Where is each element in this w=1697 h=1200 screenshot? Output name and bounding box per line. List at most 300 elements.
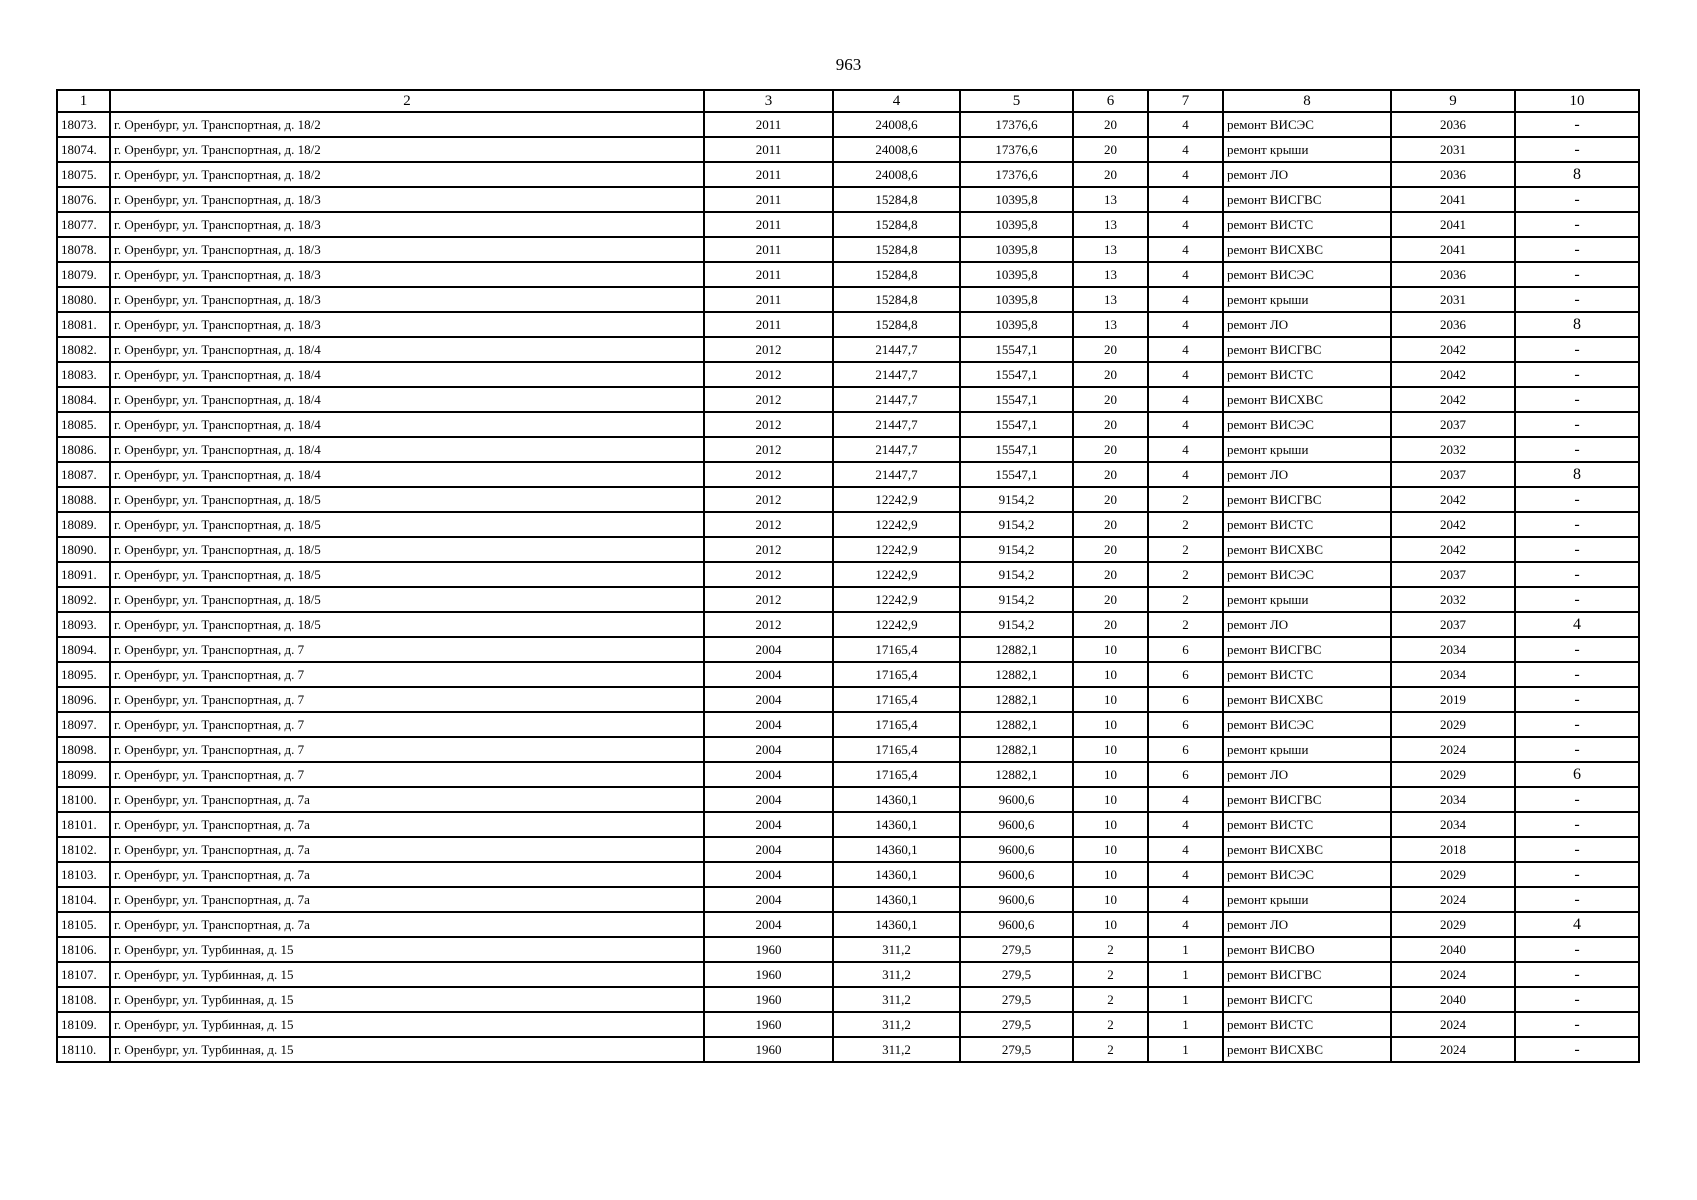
cell-count: - bbox=[1515, 787, 1639, 812]
cell-living-area: 10395,8 bbox=[960, 262, 1073, 287]
cell-residents: 10 bbox=[1073, 762, 1148, 787]
cell-total-area: 17165,4 bbox=[833, 762, 960, 787]
cell-planned-year: 2037 bbox=[1391, 462, 1515, 487]
cell-year-built: 2011 bbox=[704, 137, 833, 162]
cell-work-type: ремонт ВИСГВС bbox=[1223, 337, 1391, 362]
cell-floors: 4 bbox=[1148, 312, 1223, 337]
cell-living-area: 17376,6 bbox=[960, 162, 1073, 187]
cell-planned-year: 2034 bbox=[1391, 812, 1515, 837]
cell-floors: 4 bbox=[1148, 237, 1223, 262]
cell-total-area: 12242,9 bbox=[833, 612, 960, 637]
cell-count: - bbox=[1515, 287, 1639, 312]
cell-living-area: 279,5 bbox=[960, 937, 1073, 962]
cell-planned-year: 2036 bbox=[1391, 112, 1515, 137]
cell-floors: 4 bbox=[1148, 437, 1223, 462]
cell-floors: 4 bbox=[1148, 787, 1223, 812]
cell-year-built: 2011 bbox=[704, 262, 833, 287]
table-row bbox=[57, 237, 1639, 262]
cell-floors: 6 bbox=[1148, 687, 1223, 712]
cell-year-built: 2004 bbox=[704, 712, 833, 737]
cell-floors: 4 bbox=[1148, 837, 1223, 862]
cell-row-number: 18110. bbox=[57, 1037, 110, 1062]
table-row bbox=[57, 837, 1639, 862]
cell-work-type: ремонт ВИСХВС bbox=[1223, 687, 1391, 712]
cell-living-area: 9154,2 bbox=[960, 512, 1073, 537]
cell-living-area: 9600,6 bbox=[960, 862, 1073, 887]
cell-living-area: 279,5 bbox=[960, 1037, 1073, 1062]
cell-total-area: 311,2 bbox=[833, 937, 960, 962]
cell-row-number: 18096. bbox=[57, 687, 110, 712]
cell-row-number: 18073. bbox=[57, 112, 110, 137]
cell-total-area: 21447,7 bbox=[833, 412, 960, 437]
cell-living-area: 10395,8 bbox=[960, 237, 1073, 262]
table-row bbox=[57, 187, 1639, 212]
cell-year-built: 2004 bbox=[704, 887, 833, 912]
cell-work-type: ремонт ВИСТС bbox=[1223, 212, 1391, 237]
cell-work-type: ремонт ВИСХВС bbox=[1223, 1037, 1391, 1062]
cell-floors: 1 bbox=[1148, 987, 1223, 1012]
cell-planned-year: 2042 bbox=[1391, 537, 1515, 562]
cell-living-area: 10395,8 bbox=[960, 312, 1073, 337]
cell-year-built: 2011 bbox=[704, 162, 833, 187]
cell-count: - bbox=[1515, 1012, 1639, 1037]
cell-year-built: 2012 bbox=[704, 562, 833, 587]
cell-work-type: ремонт ВИСТС bbox=[1223, 662, 1391, 687]
column-header-9: 9 bbox=[1391, 90, 1515, 112]
cell-address: г. Оренбург, ул. Транспортная, д. 18/3 bbox=[110, 187, 704, 212]
cell-row-number: 18088. bbox=[57, 487, 110, 512]
cell-residents: 20 bbox=[1073, 537, 1148, 562]
cell-address: г. Оренбург, ул. Транспортная, д. 18/2 bbox=[110, 112, 704, 137]
cell-planned-year: 2024 bbox=[1391, 1012, 1515, 1037]
cell-year-built: 2011 bbox=[704, 312, 833, 337]
cell-address: г. Оренбург, ул. Транспортная, д. 18/3 bbox=[110, 262, 704, 287]
cell-count: - bbox=[1515, 1037, 1639, 1062]
cell-total-area: 15284,8 bbox=[833, 287, 960, 312]
cell-address: г. Оренбург, ул. Транспортная, д. 18/3 bbox=[110, 312, 704, 337]
cell-work-type: ремонт ВИСГВС bbox=[1223, 787, 1391, 812]
cell-living-area: 279,5 bbox=[960, 1012, 1073, 1037]
table-row bbox=[57, 487, 1639, 512]
cell-address: г. Оренбург, ул. Транспортная, д. 7а bbox=[110, 912, 704, 937]
table-row bbox=[57, 262, 1639, 287]
cell-floors: 2 bbox=[1148, 487, 1223, 512]
cell-planned-year: 2029 bbox=[1391, 762, 1515, 787]
cell-count: - bbox=[1515, 712, 1639, 737]
cell-total-area: 14360,1 bbox=[833, 787, 960, 812]
cell-residents: 20 bbox=[1073, 137, 1148, 162]
table-row bbox=[57, 412, 1639, 437]
cell-residents: 13 bbox=[1073, 187, 1148, 212]
table-row bbox=[57, 437, 1639, 462]
cell-floors: 6 bbox=[1148, 762, 1223, 787]
cell-work-type: ремонт ВИСТС bbox=[1223, 512, 1391, 537]
cell-living-area: 12882,1 bbox=[960, 662, 1073, 687]
cell-row-number: 18078. bbox=[57, 237, 110, 262]
cell-floors: 6 bbox=[1148, 737, 1223, 762]
cell-total-area: 17165,4 bbox=[833, 637, 960, 662]
cell-residents: 10 bbox=[1073, 812, 1148, 837]
table-row bbox=[57, 1012, 1639, 1037]
cell-year-built: 2012 bbox=[704, 612, 833, 637]
cell-count: - bbox=[1515, 937, 1639, 962]
cell-work-type: ремонт ЛО bbox=[1223, 462, 1391, 487]
cell-row-number: 18092. bbox=[57, 587, 110, 612]
cell-work-type: ремонт ВИСВО bbox=[1223, 937, 1391, 962]
cell-year-built: 2012 bbox=[704, 487, 833, 512]
cell-address: г. Оренбург, ул. Транспортная, д. 18/3 bbox=[110, 237, 704, 262]
cell-row-number: 18084. bbox=[57, 387, 110, 412]
table-row bbox=[57, 787, 1639, 812]
cell-year-built: 2012 bbox=[704, 412, 833, 437]
cell-planned-year: 2019 bbox=[1391, 687, 1515, 712]
cell-living-area: 10395,8 bbox=[960, 187, 1073, 212]
cell-total-area: 14360,1 bbox=[833, 862, 960, 887]
table-row bbox=[57, 362, 1639, 387]
cell-work-type: ремонт ВИСХВС bbox=[1223, 387, 1391, 412]
cell-residents: 20 bbox=[1073, 162, 1148, 187]
cell-planned-year: 2042 bbox=[1391, 337, 1515, 362]
cell-residents: 20 bbox=[1073, 612, 1148, 637]
cell-row-number: 18085. bbox=[57, 412, 110, 437]
cell-row-number: 18103. bbox=[57, 862, 110, 887]
cell-floors: 2 bbox=[1148, 587, 1223, 612]
cell-year-built: 2012 bbox=[704, 512, 833, 537]
cell-total-area: 12242,9 bbox=[833, 537, 960, 562]
cell-floors: 4 bbox=[1148, 912, 1223, 937]
cell-work-type: ремонт ЛО bbox=[1223, 612, 1391, 637]
cell-living-area: 10395,8 bbox=[960, 287, 1073, 312]
column-header-7: 7 bbox=[1148, 90, 1223, 112]
cell-count: - bbox=[1515, 987, 1639, 1012]
cell-floors: 1 bbox=[1148, 937, 1223, 962]
cell-year-built: 2012 bbox=[704, 387, 833, 412]
cell-floors: 4 bbox=[1148, 137, 1223, 162]
column-header-10: 10 bbox=[1515, 90, 1639, 112]
cell-address: г. Оренбург, ул. Транспортная, д. 18/5 bbox=[110, 612, 704, 637]
cell-address: г. Оренбург, ул. Транспортная, д. 18/3 bbox=[110, 287, 704, 312]
cell-count: - bbox=[1515, 562, 1639, 587]
cell-row-number: 18094. bbox=[57, 637, 110, 662]
cell-address: г. Оренбург, ул. Транспортная, д. 18/2 bbox=[110, 162, 704, 187]
cell-living-area: 12882,1 bbox=[960, 762, 1073, 787]
table-row bbox=[57, 762, 1639, 787]
cell-count: 8 bbox=[1515, 162, 1639, 187]
cell-living-area: 279,5 bbox=[960, 987, 1073, 1012]
cell-work-type: ремонт ВИСГС bbox=[1223, 987, 1391, 1012]
cell-planned-year: 2042 bbox=[1391, 362, 1515, 387]
cell-address: г. Оренбург, ул. Транспортная, д. 18/2 bbox=[110, 137, 704, 162]
cell-floors: 4 bbox=[1148, 887, 1223, 912]
cell-work-type: ремонт ВИСЭС bbox=[1223, 862, 1391, 887]
cell-residents: 13 bbox=[1073, 312, 1148, 337]
cell-floors: 4 bbox=[1148, 412, 1223, 437]
cell-year-built: 2004 bbox=[704, 862, 833, 887]
cell-row-number: 18087. bbox=[57, 462, 110, 487]
table-row bbox=[57, 462, 1639, 487]
cell-planned-year: 2024 bbox=[1391, 962, 1515, 987]
cell-planned-year: 2042 bbox=[1391, 512, 1515, 537]
table-row bbox=[57, 1037, 1639, 1062]
cell-work-type: ремонт крыши bbox=[1223, 137, 1391, 162]
cell-planned-year: 2034 bbox=[1391, 637, 1515, 662]
cell-address: г. Оренбург, ул. Транспортная, д. 7а bbox=[110, 862, 704, 887]
cell-year-built: 2004 bbox=[704, 812, 833, 837]
column-header-1: 1 bbox=[57, 90, 110, 112]
table-row bbox=[57, 987, 1639, 1012]
cell-count: - bbox=[1515, 387, 1639, 412]
cell-count: 8 bbox=[1515, 312, 1639, 337]
table-row bbox=[57, 712, 1639, 737]
cell-count: 6 bbox=[1515, 762, 1639, 787]
cell-residents: 10 bbox=[1073, 687, 1148, 712]
cell-floors: 1 bbox=[1148, 1037, 1223, 1062]
cell-row-number: 18074. bbox=[57, 137, 110, 162]
cell-year-built: 2011 bbox=[704, 187, 833, 212]
cell-year-built: 2011 bbox=[704, 237, 833, 262]
cell-floors: 4 bbox=[1148, 387, 1223, 412]
cell-planned-year: 2031 bbox=[1391, 137, 1515, 162]
table-row bbox=[57, 137, 1639, 162]
cell-row-number: 18095. bbox=[57, 662, 110, 687]
table-row bbox=[57, 962, 1639, 987]
cell-count: - bbox=[1515, 137, 1639, 162]
cell-planned-year: 2034 bbox=[1391, 662, 1515, 687]
cell-row-number: 18101. bbox=[57, 812, 110, 837]
cell-living-area: 9154,2 bbox=[960, 562, 1073, 587]
cell-floors: 4 bbox=[1148, 862, 1223, 887]
cell-address: г. Оренбург, ул. Транспортная, д. 18/4 bbox=[110, 462, 704, 487]
cell-address: г. Оренбург, ул. Турбинная, д. 15 bbox=[110, 987, 704, 1012]
cell-row-number: 18075. bbox=[57, 162, 110, 187]
cell-year-built: 2012 bbox=[704, 537, 833, 562]
cell-year-built: 2011 bbox=[704, 212, 833, 237]
cell-planned-year: 2042 bbox=[1391, 487, 1515, 512]
cell-address: г. Оренбург, ул. Турбинная, д. 15 bbox=[110, 962, 704, 987]
cell-address: г. Оренбург, ул. Транспортная, д. 18/5 bbox=[110, 562, 704, 587]
cell-row-number: 18097. bbox=[57, 712, 110, 737]
cell-total-area: 12242,9 bbox=[833, 512, 960, 537]
cell-count: - bbox=[1515, 262, 1639, 287]
cell-address: г. Оренбург, ул. Транспортная, д. 7а bbox=[110, 812, 704, 837]
cell-row-number: 18091. bbox=[57, 562, 110, 587]
cell-address: г. Оренбург, ул. Транспортная, д. 7а bbox=[110, 887, 704, 912]
cell-planned-year: 2034 bbox=[1391, 787, 1515, 812]
column-header-5: 5 bbox=[960, 90, 1073, 112]
cell-living-area: 9154,2 bbox=[960, 487, 1073, 512]
cell-work-type: ремонт крыши bbox=[1223, 887, 1391, 912]
cell-living-area: 12882,1 bbox=[960, 712, 1073, 737]
cell-residents: 20 bbox=[1073, 337, 1148, 362]
table-row bbox=[57, 887, 1639, 912]
cell-work-type: ремонт ВИСЭС bbox=[1223, 562, 1391, 587]
cell-planned-year: 2041 bbox=[1391, 212, 1515, 237]
cell-row-number: 18106. bbox=[57, 937, 110, 962]
cell-floors: 2 bbox=[1148, 562, 1223, 587]
cell-living-area: 12882,1 bbox=[960, 687, 1073, 712]
cell-count: - bbox=[1515, 587, 1639, 612]
cell-planned-year: 2018 bbox=[1391, 837, 1515, 862]
cell-total-area: 15284,8 bbox=[833, 187, 960, 212]
cell-address: г. Оренбург, ул. Транспортная, д. 7 bbox=[110, 687, 704, 712]
cell-floors: 6 bbox=[1148, 637, 1223, 662]
cell-total-area: 17165,4 bbox=[833, 662, 960, 687]
cell-residents: 2 bbox=[1073, 962, 1148, 987]
cell-year-built: 1960 bbox=[704, 1037, 833, 1062]
cell-count: - bbox=[1515, 487, 1639, 512]
cell-planned-year: 2029 bbox=[1391, 862, 1515, 887]
cell-row-number: 18089. bbox=[57, 512, 110, 537]
cell-address: г. Оренбург, ул. Транспортная, д. 7 bbox=[110, 762, 704, 787]
cell-total-area: 311,2 bbox=[833, 1012, 960, 1037]
cell-planned-year: 2029 bbox=[1391, 712, 1515, 737]
cell-living-area: 15547,1 bbox=[960, 412, 1073, 437]
cell-row-number: 18099. bbox=[57, 762, 110, 787]
table-row bbox=[57, 662, 1639, 687]
cell-residents: 13 bbox=[1073, 212, 1148, 237]
table-row bbox=[57, 337, 1639, 362]
cell-total-area: 21447,7 bbox=[833, 387, 960, 412]
cell-year-built: 2004 bbox=[704, 837, 833, 862]
cell-year-built: 2012 bbox=[704, 437, 833, 462]
cell-living-area: 12882,1 bbox=[960, 637, 1073, 662]
table-row bbox=[57, 812, 1639, 837]
cell-residents: 20 bbox=[1073, 112, 1148, 137]
page-number: 963 bbox=[835, 55, 862, 74]
cell-living-area: 9154,2 bbox=[960, 612, 1073, 637]
table-row bbox=[57, 587, 1639, 612]
cell-planned-year: 2040 bbox=[1391, 937, 1515, 962]
column-header-2: 2 bbox=[110, 90, 704, 112]
cell-residents: 2 bbox=[1073, 1012, 1148, 1037]
cell-residents: 10 bbox=[1073, 637, 1148, 662]
cell-row-number: 18076. bbox=[57, 187, 110, 212]
cell-count: - bbox=[1515, 737, 1639, 762]
cell-living-area: 9600,6 bbox=[960, 812, 1073, 837]
cell-floors: 4 bbox=[1148, 287, 1223, 312]
cell-address: г. Оренбург, ул. Турбинная, д. 15 bbox=[110, 1037, 704, 1062]
cell-row-number: 18108. bbox=[57, 987, 110, 1012]
cell-residents: 10 bbox=[1073, 787, 1148, 812]
cell-planned-year: 2024 bbox=[1391, 1037, 1515, 1062]
cell-floors: 2 bbox=[1148, 512, 1223, 537]
cell-row-number: 18079. bbox=[57, 262, 110, 287]
table-row bbox=[57, 687, 1639, 712]
cell-floors: 4 bbox=[1148, 462, 1223, 487]
cell-count: - bbox=[1515, 962, 1639, 987]
cell-work-type: ремонт ВИСХВС bbox=[1223, 837, 1391, 862]
cell-address: г. Оренбург, ул. Турбинная, д. 15 bbox=[110, 937, 704, 962]
cell-work-type: ремонт ВИСГВС bbox=[1223, 637, 1391, 662]
cell-year-built: 1960 bbox=[704, 987, 833, 1012]
cell-address: г. Оренбург, ул. Транспортная, д. 7а bbox=[110, 837, 704, 862]
cell-residents: 2 bbox=[1073, 937, 1148, 962]
cell-count: 4 bbox=[1515, 912, 1639, 937]
cell-residents: 20 bbox=[1073, 362, 1148, 387]
table-row bbox=[57, 287, 1639, 312]
cell-year-built: 2011 bbox=[704, 287, 833, 312]
cell-planned-year: 2029 bbox=[1391, 912, 1515, 937]
cell-planned-year: 2040 bbox=[1391, 987, 1515, 1012]
cell-work-type: ремонт ВИСХВС bbox=[1223, 537, 1391, 562]
cell-work-type: ремонт ВИСЭС bbox=[1223, 262, 1391, 287]
cell-floors: 4 bbox=[1148, 262, 1223, 287]
cell-total-area: 14360,1 bbox=[833, 837, 960, 862]
cell-work-type: ремонт ЛО bbox=[1223, 912, 1391, 937]
cell-total-area: 12242,9 bbox=[833, 562, 960, 587]
cell-living-area: 15547,1 bbox=[960, 337, 1073, 362]
cell-living-area: 279,5 bbox=[960, 962, 1073, 987]
cell-total-area: 311,2 bbox=[833, 1037, 960, 1062]
cell-residents: 10 bbox=[1073, 887, 1148, 912]
table-row bbox=[57, 737, 1639, 762]
table-row bbox=[57, 212, 1639, 237]
cell-living-area: 9600,6 bbox=[960, 912, 1073, 937]
cell-year-built: 2004 bbox=[704, 737, 833, 762]
cell-living-area: 15547,1 bbox=[960, 437, 1073, 462]
cell-work-type: ремонт ЛО bbox=[1223, 162, 1391, 187]
cell-floors: 4 bbox=[1148, 337, 1223, 362]
cell-total-area: 14360,1 bbox=[833, 812, 960, 837]
table-row bbox=[57, 637, 1639, 662]
cell-year-built: 2012 bbox=[704, 587, 833, 612]
cell-total-area: 24008,6 bbox=[833, 162, 960, 187]
cell-floors: 4 bbox=[1148, 812, 1223, 837]
cell-planned-year: 2037 bbox=[1391, 562, 1515, 587]
cell-total-area: 17165,4 bbox=[833, 712, 960, 737]
cell-residents: 2 bbox=[1073, 987, 1148, 1012]
cell-planned-year: 2036 bbox=[1391, 162, 1515, 187]
cell-year-built: 2012 bbox=[704, 362, 833, 387]
cell-count: - bbox=[1515, 212, 1639, 237]
cell-living-area: 9600,6 bbox=[960, 887, 1073, 912]
cell-residents: 20 bbox=[1073, 512, 1148, 537]
cell-row-number: 18080. bbox=[57, 287, 110, 312]
column-header-3: 3 bbox=[704, 90, 833, 112]
cell-planned-year: 2041 bbox=[1391, 187, 1515, 212]
cell-count: - bbox=[1515, 512, 1639, 537]
cell-year-built: 1960 bbox=[704, 1012, 833, 1037]
cell-row-number: 18104. bbox=[57, 887, 110, 912]
cell-total-area: 14360,1 bbox=[833, 887, 960, 912]
cell-address: г. Оренбург, ул. Транспортная, д. 7 bbox=[110, 662, 704, 687]
cell-living-area: 15547,1 bbox=[960, 462, 1073, 487]
cell-address: г. Оренбург, ул. Транспортная, д. 18/4 bbox=[110, 362, 704, 387]
cell-count: - bbox=[1515, 412, 1639, 437]
cell-year-built: 2012 bbox=[704, 337, 833, 362]
table-row bbox=[57, 912, 1639, 937]
cell-planned-year: 2024 bbox=[1391, 737, 1515, 762]
cell-address: г. Оренбург, ул. Турбинная, д. 15 bbox=[110, 1012, 704, 1037]
cell-total-area: 14360,1 bbox=[833, 912, 960, 937]
cell-address: г. Оренбург, ул. Транспортная, д. 18/5 bbox=[110, 537, 704, 562]
cell-address: г. Оренбург, ул. Транспортная, д. 7 bbox=[110, 712, 704, 737]
cell-residents: 13 bbox=[1073, 237, 1148, 262]
cell-planned-year: 2031 bbox=[1391, 287, 1515, 312]
cell-living-area: 9154,2 bbox=[960, 537, 1073, 562]
cell-total-area: 15284,8 bbox=[833, 312, 960, 337]
column-header-4: 4 bbox=[833, 90, 960, 112]
cell-address: г. Оренбург, ул. Транспортная, д. 18/4 bbox=[110, 412, 704, 437]
cell-row-number: 18102. bbox=[57, 837, 110, 862]
cell-living-area: 9600,6 bbox=[960, 787, 1073, 812]
cell-living-area: 17376,6 bbox=[960, 137, 1073, 162]
cell-work-type: ремонт ВИСТС bbox=[1223, 1012, 1391, 1037]
cell-total-area: 15284,8 bbox=[833, 237, 960, 262]
cell-address: г. Оренбург, ул. Транспортная, д. 18/4 bbox=[110, 437, 704, 462]
cell-year-built: 2004 bbox=[704, 787, 833, 812]
cell-row-number: 18105. bbox=[57, 912, 110, 937]
